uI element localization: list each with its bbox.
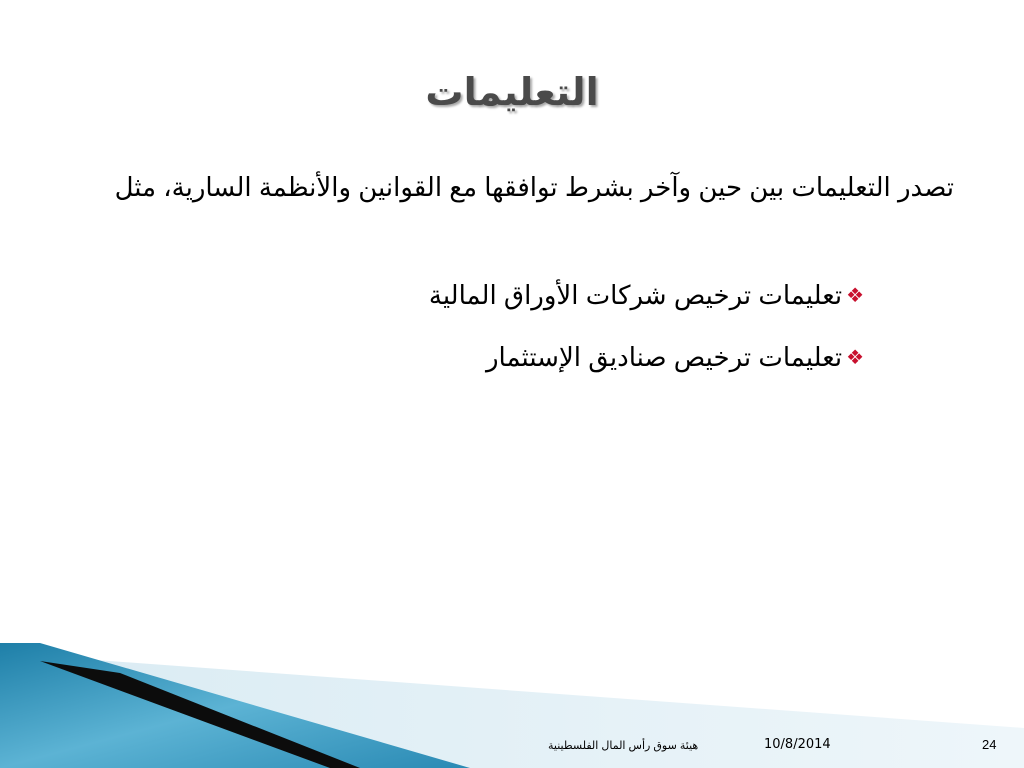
slide-title: التعليمات (425, 72, 599, 114)
bullet-item (429, 342, 864, 373)
intro-paragraph: تصدر التعليمات بين حين وآخر بشرط توافقها مع القوانين والأنظمة السارية، مثل (114, 172, 954, 202)
bullet-list (429, 280, 864, 404)
bullet-item (429, 280, 864, 311)
footer-organization: هيئة سوق رأس المال الفلسطينية (548, 740, 699, 752)
bullet-text: تعليمات ترخيص صناديق الإستثمار (485, 342, 843, 372)
diamond-bullet-icon: ❖ (846, 284, 864, 307)
decorative-swoosh (0, 643, 1024, 768)
footer-date: 10/8/2014 (764, 737, 831, 752)
diamond-bullet-icon: ❖ (846, 346, 864, 369)
footer-page-number: 24 (982, 737, 997, 752)
bullet-text: تعليمات ترخيص شركات الأوراق المالية (428, 280, 843, 310)
